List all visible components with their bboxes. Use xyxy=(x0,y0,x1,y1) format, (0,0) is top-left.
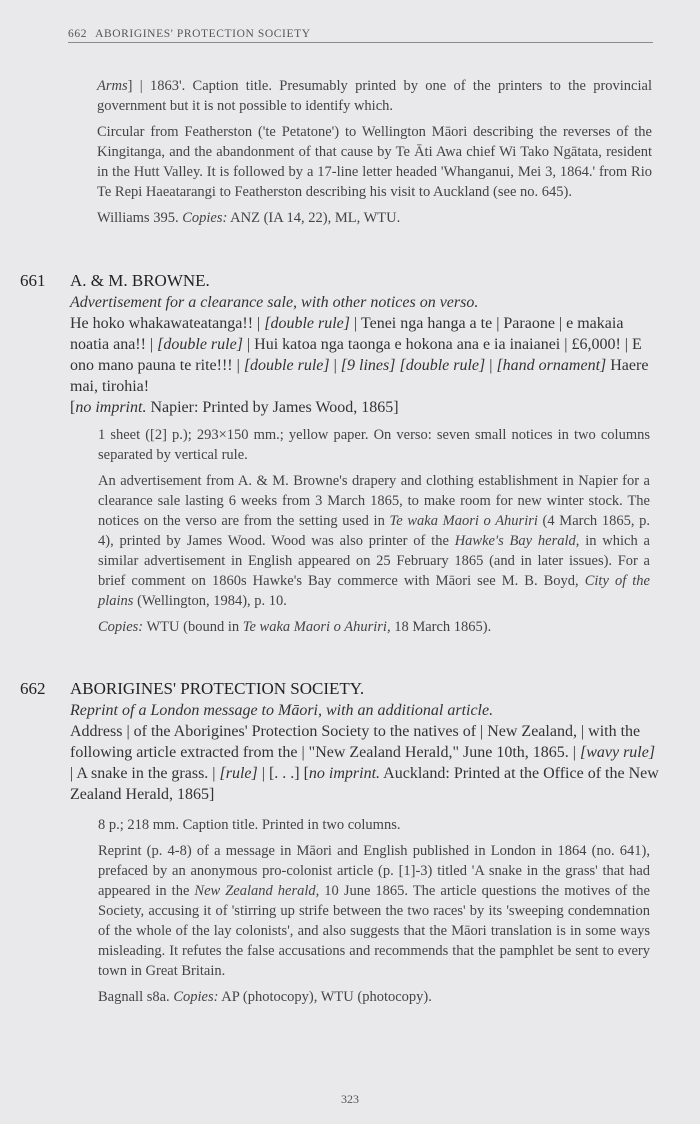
entry-662-heading xyxy=(20,678,660,700)
entry-661 xyxy=(20,270,660,643)
entry-661-transcription: He hoko whakawateatanga!! | [double rule] | Tenei nga hanga a te | Paraone | e makaia noatia ana!! | [double rule] | Hui katoa nga taonga e hokona ana e ia inaianei | £6,000! | E ono mano pauna te rite!!! | [double rule] | [9 lines] [double rule] | [hand ornament] Haere mai, tirohia! [no imprint. Napier: Printed by James Wood, 1865] xyxy=(70,315,649,416)
entry-662-subtitle: Reprint of a London message to Māori, with an additional article. xyxy=(70,702,494,719)
entry-author: ABORIGINES' PROTECTION SOCIETY. xyxy=(70,679,365,698)
entry-number: 661 xyxy=(20,271,46,290)
continued-description: Circular from Featherston ('te Petatone') to Wellington Māori describing the reverses of the Kingitanga, and the abandonment of that cause by Te Āti Awa chief Wi Tako Ngātata, resident in the Hutt Valley. It is followed by a 17-line letter headed 'Whanganui, Mei 3, 1864.' from Rio Te Repi Haeatarangi to Featherston describing his visit to Auckland (see no. 645). xyxy=(97,124,652,200)
continued-entry xyxy=(97,76,652,234)
page-folio: 323 xyxy=(341,1092,359,1106)
entry-661-collation: 1 sheet ([2] p.); 293×150 mm.; yellow paper. On verso: seven small notices in two columns separated by vertical rule. xyxy=(98,427,650,463)
entry-662-collation: 8 p.; 218 mm. Caption title. Printed in two columns. xyxy=(98,817,401,833)
entry-662-copies: Bagnall s8a. Copies: AP (photocopy), WTU (photocopy). xyxy=(98,989,432,1005)
entry-662-transcription: Address | of the Aborigines' Protection Society to the natives of | New Zealand, | with the following article extracted from the | "New Zealand Herald," June 10th, 1865. | [wavy rule] | A snake in the grass. | [rule] | [. . .] [no imprint. Auckland: Printed at the Office of the New Zealand Herald, 1865] xyxy=(70,723,659,803)
entry-author: A. & M. BROWNE. xyxy=(70,271,210,290)
running-header xyxy=(68,24,653,43)
entry-661-notes xyxy=(98,425,650,637)
entry-662-note: Reprint (p. 4-8) of a message in Māori and English published in London in 1864 (no. 641), prefaced by an anonymous pro-colonist article (p. [1]-3) titled 'A snake in the grass' that had appeared in the New Zealand herald, 10 June 1865. The article questions the motives of the Society, accusing it of 'stirring up strife between the two races' by its 'sweeping condemnation of the whole of the lay colonists', and also suggests that the Māori translation is in some ways misleading. It refutes the false accusations and recommends that the pamphlet be sent to every town in Great Britain. xyxy=(98,843,650,979)
header-running-title: ABORIGINES' PROTECTION SOCIETY xyxy=(95,28,311,40)
entry-661-copies: Copies: WTU (bound in Te waka Maori o Ahuriri, 18 March 1865). xyxy=(98,619,492,635)
header-page-number: 662 xyxy=(68,28,88,40)
entry-number: 662 xyxy=(20,679,46,698)
entry-661-heading xyxy=(20,270,660,292)
entry-662-notes xyxy=(98,815,650,1007)
continued-imprint: Arms] | 1863'. Caption title. Presumably printed by one of the printers to the provincial government but it is not possible to identify which. xyxy=(97,78,652,114)
continued-copies: Williams 395. Copies: ANZ (IA 14, 22), ML, WTU. xyxy=(97,210,401,226)
entry-661-note: An advertisement from A. & M. Browne's drapery and clothing establishment in Napier for a clearance sale lasting 6 weeks from 3 March 1865, to make room for new winter stock. The notices on the verso are from the setting used in Te waka Maori o Ahuriri (4 March 1865, p. 4), printed by James Wood. Wood was also printer of the Hawke's Bay herald, in which a similar advertisement in English appeared on 25 February 1865 (and in later issues). For a brief comment on 1860s Hawke's Bay commerce with Māori see M. B. Boyd, City of the plains (Wellington, 1984), p. 10. xyxy=(98,473,650,609)
entry-662 xyxy=(20,678,660,1013)
entry-661-subtitle: Advertisement for a clearance sale, with other notices on verso. xyxy=(70,294,479,311)
